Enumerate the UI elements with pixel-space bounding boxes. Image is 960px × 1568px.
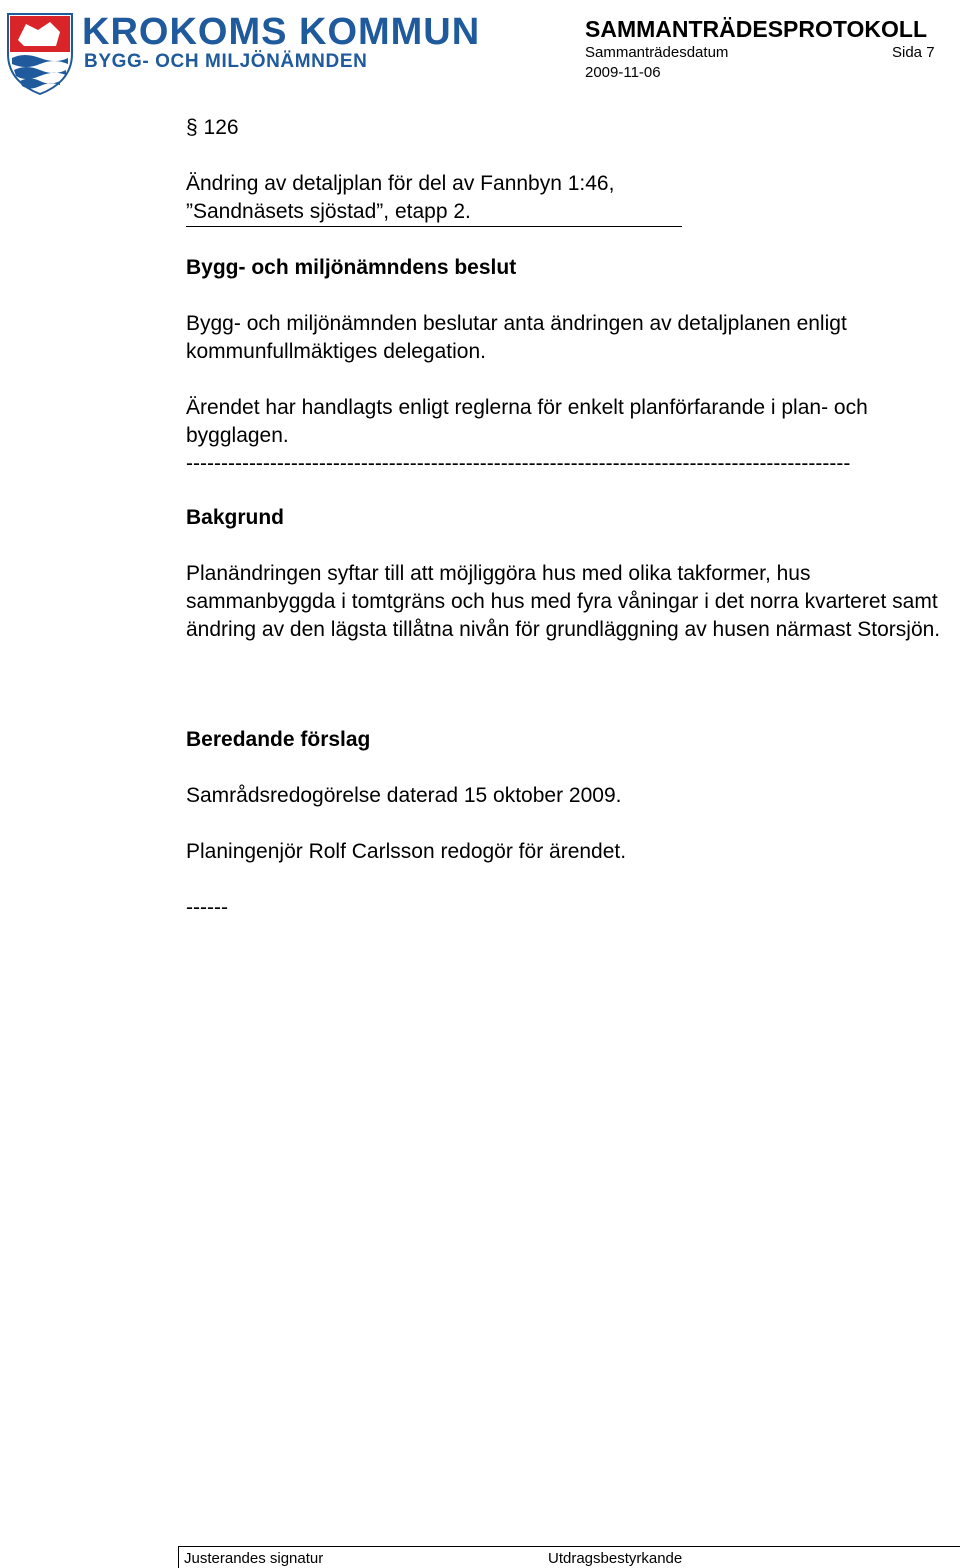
background-heading: Bakgrund <box>186 506 285 529</box>
footer-divider <box>178 1546 179 1568</box>
proposal-heading: Beredande förslag <box>186 728 371 751</box>
footer-rule <box>178 1546 960 1547</box>
section-title-line-1: Ändring av detaljplan för del av Fannbyn 1:46, <box>186 172 615 195</box>
logo-title: KROKOMS KOMMUN <box>82 11 481 53</box>
section-title-line-2-text: ”Sandnäsets sjöstad”, etapp 2. <box>186 200 471 223</box>
municipality-shield-logo <box>4 10 76 96</box>
decision-heading: Bygg- och miljönämndens beslut <box>186 256 517 279</box>
background-paragraph: Planändringen syftar till att möjliggöra hus med olika takformer, hus sammanbyggda i tomtgräns och hus med fyra våningar i det norra kvarteret samt ändring av den lägsta tillåtna nivån för grundläggning av husen närmast Storsjön. <box>186 562 941 641</box>
decision-paragraph-2: Ärendet har handlagts enligt reglerna för enkelt planförfarande i plan- och bygglagen. <box>186 396 868 447</box>
paragraph-number: § 126 <box>186 116 239 139</box>
shield-icon <box>4 10 76 96</box>
end-mark: ------ <box>186 896 228 919</box>
decision-paragraph-1: Bygg- och miljönämnden beslutar anta ändringen av detaljplanen enligt kommunfullmäktiges delegation. <box>186 312 847 363</box>
certified-copy-label: Utdragsbestyrkande <box>548 1550 683 1567</box>
meeting-date: 2009-11-06 <box>585 64 661 81</box>
page-number: Sida 7 <box>892 44 935 61</box>
proposal-line-2: Planingenjör Rolf Carlsson redogör för ärendet. <box>186 840 627 863</box>
signature-label: Justerandes signatur <box>184 1550 324 1567</box>
section-title-line-2 <box>186 198 682 227</box>
document-type: SAMMANTRÄDESPROTOKOLL <box>585 16 928 42</box>
proposal-line-1: Samrådsredogörelse daterad 15 oktober 2009. <box>186 784 622 807</box>
meeting-date-label: Sammanträdesdatum <box>585 44 729 61</box>
logo-subtitle: BYGG- OCH MILJÖNÄMNDEN <box>84 51 368 72</box>
separator-line: ----------------------------------------------------------------------------------------------- <box>186 452 851 475</box>
